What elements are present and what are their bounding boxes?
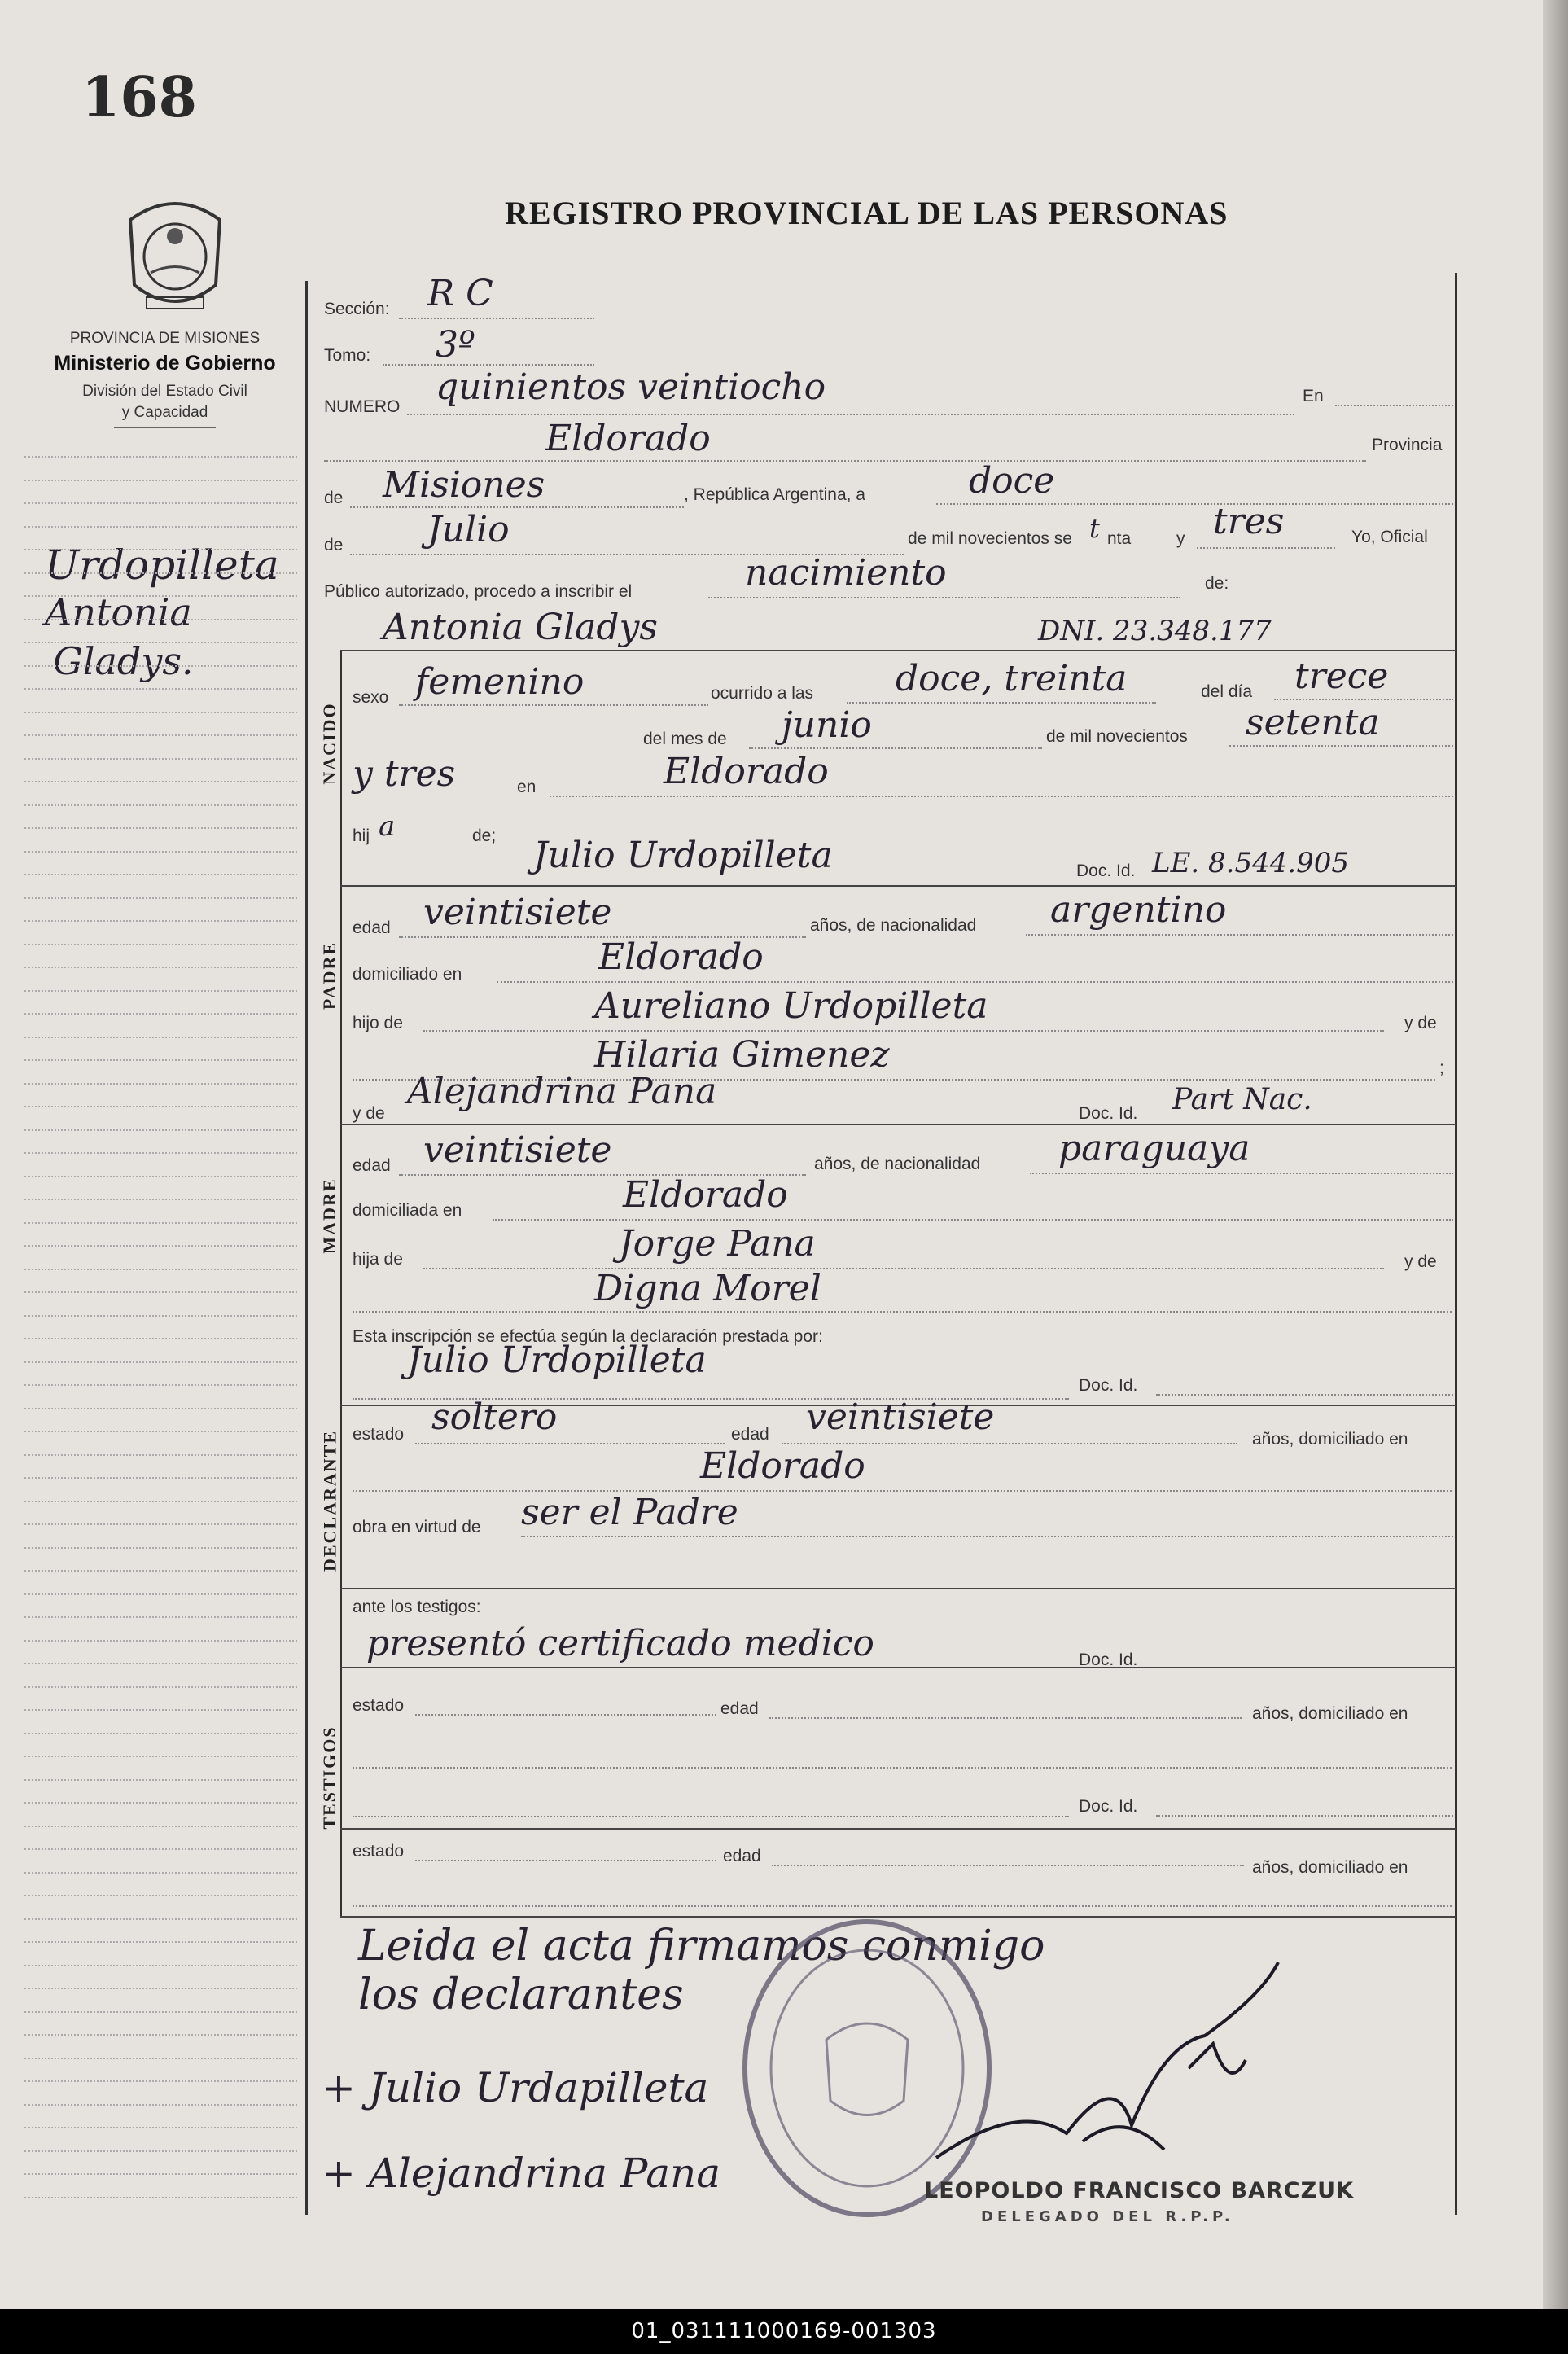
label-test1-doc: Doc. Id. <box>1079 1650 1138 1669</box>
label-semicolon: ; <box>1439 1059 1444 1077</box>
field-testigos-nota: presentó certificado medico <box>366 1623 874 1664</box>
side-label-declarante: DECLARANTE <box>319 1429 340 1572</box>
label-y: y <box>1176 529 1185 548</box>
label-de-mil: de mil novecientos se <box>908 529 1072 548</box>
label-padre-nac: años, de nacionalidad <box>810 916 977 935</box>
field-madre-doc: Part Nac. <box>1172 1083 1312 1116</box>
label-decl-doc: Doc. Id. <box>1079 1376 1138 1395</box>
margin-ruled-line <box>24 1779 297 1781</box>
line-decl-virtud <box>521 1536 1453 1537</box>
line-dia-nac <box>1274 699 1453 700</box>
margin-ruled-line <box>24 1269 297 1270</box>
margin-ruled-line <box>24 990 297 992</box>
field-decl-virtud: ser el Padre <box>521 1492 738 1533</box>
label-decl-obra: obra en virtud de <box>353 1518 481 1536</box>
field-madre-padre: Jorge Pana <box>619 1223 816 1265</box>
field-tomo: 3º <box>436 324 475 366</box>
line-acto <box>708 597 1180 598</box>
label-de-provincia: de <box>324 489 344 507</box>
margin-ruled-line <box>24 2173 297 2175</box>
margin-note-line-1: Urdopilleta <box>45 541 279 589</box>
margin-ruled-line <box>24 1733 297 1734</box>
official-signature-icon <box>920 1946 1286 2182</box>
coat-of-arms-icon <box>114 187 236 318</box>
field-padre-madre: Hilaria Gimenez <box>594 1034 890 1076</box>
field-madre-nombre: Alejandrina Pana <box>407 1071 717 1112</box>
field-padre-nombre: Julio Urdopilleta <box>533 835 833 876</box>
label-test1-anos: años, domiciliado en <box>1252 1704 1408 1723</box>
label-madre-doc: Doc. Id. <box>1079 1104 1138 1123</box>
line-localidad <box>324 460 1366 462</box>
margin-ruled-line <box>24 572 297 574</box>
margin-ruled-line <box>24 1640 297 1642</box>
field-seccion: R C <box>427 273 493 314</box>
label-de-colon: de: <box>1205 574 1229 593</box>
field-decl-dom: Eldorado <box>700 1445 865 1487</box>
margin-ruled-line <box>24 758 297 760</box>
line-lugar-nac <box>550 796 1453 797</box>
division-name: División del Estado Civil <box>82 383 247 400</box>
official-role: DELEGADO DEL R.P.P. <box>981 2208 1234 2225</box>
label-madre-dom: domiciliada en <box>353 1201 462 1220</box>
margin-ruled-line <box>24 920 297 922</box>
label-padre-y-de: y de <box>1404 1014 1437 1032</box>
field-padre-nac: argentino <box>1050 889 1227 931</box>
separator-testigo-2 <box>340 1828 1456 1830</box>
field-anio-nac-b: y tres <box>353 753 456 795</box>
margin-ruled-line <box>24 1988 297 1989</box>
separator-nacido <box>340 650 1456 651</box>
margin-ruled-line <box>24 1454 297 1456</box>
field-dia-nac: trece <box>1294 655 1389 697</box>
field-acto: nacimiento <box>745 552 947 594</box>
label-numero: NUMERO <box>324 397 401 416</box>
margin-ruled-line <box>24 2197 297 2198</box>
field-madre-edad: veintisiete <box>423 1129 612 1171</box>
margin-ruled-line <box>24 781 297 782</box>
label-ante-testigos: ante los testigos: <box>353 1598 481 1616</box>
line-padre-dom <box>497 981 1453 983</box>
margin-ruled-line <box>24 1315 297 1317</box>
line-decl-dom <box>353 1490 1452 1492</box>
field-localidad: Eldorado <box>545 418 711 459</box>
margin-ruled-line <box>24 1547 297 1549</box>
line-padre-padre <box>423 1030 1384 1032</box>
divider <box>114 427 216 428</box>
label-madre-edad: edad <box>353 1156 391 1175</box>
label-test1-estado: estado <box>353 1696 405 1715</box>
official-name: LEOPOLDO FRANCISCO BARCZUK <box>924 2178 1355 2203</box>
margin-ruled-line <box>24 1176 297 1177</box>
side-label-nacido: NACIDO <box>319 702 339 785</box>
margin-ruled-line <box>24 1152 297 1154</box>
province-name: PROVINCIA DE MISIONES <box>69 330 261 347</box>
label-del-dia: del día <box>1201 682 1253 701</box>
field-sexo: femenino <box>415 661 585 703</box>
closing-line-2: los declarantes <box>358 1970 684 2019</box>
page-title: REGISTRO PROVINCIAL DE LAS PERSONAS <box>505 195 1229 231</box>
margin-ruled-line <box>24 2080 297 2082</box>
form-right-border <box>1455 273 1457 2215</box>
field-decl-estado: soltero <box>431 1396 558 1438</box>
ministry-name: Ministerio de Gobierno <box>54 352 276 375</box>
field-padre-doc: LE. 8.544.905 <box>1152 847 1350 879</box>
line-test2-edad <box>772 1865 1244 1866</box>
line-decl-edad <box>782 1443 1237 1444</box>
margin-ruled-line <box>24 2104 297 2106</box>
line-padre-nac <box>1026 934 1453 936</box>
side-label-padre: PADRE <box>319 940 339 1010</box>
field-decl-edad: veintisiete <box>806 1396 995 1438</box>
scan-id-footer: 01_031111000169-001303 <box>0 2309 1568 2354</box>
margin-ruled-line <box>24 804 297 806</box>
line-test2-doc <box>1156 1815 1453 1817</box>
margin-ruled-line <box>24 2034 297 2036</box>
field-provincia: Misiones <box>383 464 545 506</box>
label-madre-y-de-2: y de <box>1404 1252 1437 1271</box>
section-column-border <box>340 650 342 1916</box>
margin-ruled-line <box>24 897 297 899</box>
label-test1-edad: edad <box>720 1699 759 1718</box>
field-setenta-mark: t <box>1089 513 1100 544</box>
label-publico: Público autorizado, procedo a inscribir el <box>324 582 633 601</box>
line-decl-doc <box>1156 1394 1453 1396</box>
margin-ruled-line <box>24 2011 297 2013</box>
division-name-2: y Capacidad <box>121 404 208 421</box>
margin-ruled-line <box>24 1848 297 1850</box>
margin-ruled-line <box>24 967 297 968</box>
line-test2-dom <box>353 1905 1452 1907</box>
margin-ruled-line <box>24 619 297 620</box>
side-label-madre: MADRE <box>319 1177 339 1254</box>
margin-ruled-line <box>24 1129 297 1131</box>
margin-ruled-line <box>24 1501 297 1502</box>
field-madre-nac: paraguaya <box>1058 1128 1250 1169</box>
label-nta: nta <box>1107 529 1132 548</box>
margin-ruled-line <box>24 1037 297 1038</box>
line-madre-nac <box>1030 1173 1453 1174</box>
margin-ruled-line <box>24 1222 297 1224</box>
margin-ruled-line <box>24 549 297 550</box>
field-padre-edad: veintisiete <box>423 892 612 933</box>
line-numero <box>407 414 1294 415</box>
field-anio-nac: setenta <box>1246 702 1380 743</box>
field-padre-padre: Aureliano Urdopilleta <box>594 985 988 1027</box>
margin-ruled-line <box>24 665 297 667</box>
margin-ruled-line <box>24 456 297 458</box>
label-padre-edad: edad <box>353 918 391 937</box>
separator-madre <box>340 1124 1456 1125</box>
margin-ruled-line <box>24 1199 297 1200</box>
line-anio-nac <box>1229 745 1453 747</box>
line-en <box>1335 405 1453 406</box>
line-madre-dom <box>493 1219 1453 1221</box>
line-dia <box>936 503 1453 505</box>
line-test1-estado <box>415 1714 716 1716</box>
field-nombre: Antonia Gladys <box>383 607 658 648</box>
separator-padre <box>340 885 1456 887</box>
margin-ruled-line <box>24 712 297 713</box>
margin-ruled-line <box>24 2058 297 2059</box>
margin-ruled-line <box>24 1918 297 1920</box>
field-decl-nombre: Julio Urdopilleta <box>407 1339 707 1381</box>
label-en-nac: en <box>517 778 537 796</box>
separator-testigos <box>340 1667 1456 1668</box>
line-mes-nac <box>749 747 1042 749</box>
field-mes: Julio <box>427 509 510 550</box>
label-decl-edad: edad <box>731 1425 769 1444</box>
label-madre-nac: años, de nacionalidad <box>814 1155 981 1173</box>
margin-ruled-line <box>24 595 297 597</box>
line-provincia <box>350 506 684 508</box>
label-provincia: Provincia <box>1372 436 1443 454</box>
margin-ruled-line <box>24 1941 297 1943</box>
label-padre-doc: Doc. Id. <box>1076 861 1136 880</box>
folio-number: 168 <box>81 65 197 130</box>
field-anio: tres <box>1213 501 1285 542</box>
label-madre-y-de: y de <box>353 1104 385 1123</box>
side-label-testigos: TESTIGOS <box>319 1725 339 1830</box>
label-sexo: sexo <box>353 688 389 707</box>
line-decl-estado <box>415 1443 725 1444</box>
margin-ruled-line <box>24 1686 297 1688</box>
label-decl-anos: años, domiciliado en <box>1252 1430 1408 1449</box>
label-test2-estado: estado <box>353 1842 405 1861</box>
line-tomo <box>383 364 594 366</box>
line-test1-nombre <box>353 1816 1069 1817</box>
page-edge <box>1543 0 1568 2309</box>
margin-ruled-line <box>24 1477 297 1479</box>
margin-ruled-line <box>24 1408 297 1409</box>
margin-ruled-line <box>24 1756 297 1757</box>
label-ocurrido: ocurrido a las <box>711 684 814 703</box>
label-republica: , República Argentina, a <box>684 485 865 504</box>
margin-ruled-line <box>24 1245 297 1247</box>
label-tomo: Tomo: <box>324 346 371 365</box>
margin-ruled-line <box>24 1431 297 1432</box>
margin-ruled-line <box>24 1083 297 1085</box>
field-madre-madre: Digna Morel <box>594 1268 821 1309</box>
margin-ruled-line <box>24 2150 297 2152</box>
label-de-mes: de <box>324 536 344 555</box>
margin-ruled-line <box>24 1361 297 1363</box>
field-lugar-nac: Eldorado <box>664 751 829 792</box>
margin-ruled-line <box>24 526 297 528</box>
form-left-border <box>305 281 308 2215</box>
line-sexo <box>399 704 708 706</box>
line-test1-dom <box>353 1767 1452 1769</box>
label-esta-inscripcion: Esta inscripción se efectúa según la declaración prestada por: <box>353 1327 823 1346</box>
margin-ruled-line <box>24 642 297 643</box>
margin-ruled-line <box>24 874 297 875</box>
label-decl-estado: estado <box>353 1425 405 1444</box>
label-test2-anos: años, domiciliado en <box>1252 1858 1408 1877</box>
field-hora: doce, treinta <box>896 658 1128 699</box>
margin-ruled-line <box>24 851 297 853</box>
line-test1-edad <box>769 1717 1242 1719</box>
label-padre-hijo: hijo de <box>353 1014 403 1032</box>
margin-ruled-line <box>24 2127 297 2128</box>
closing-line-1: Leida el acta firmamos conmigo <box>358 1922 1045 1970</box>
line-anio <box>1197 547 1335 549</box>
margin-ruled-line <box>24 1593 297 1595</box>
label-seccion: Sección: <box>324 300 390 318</box>
margin-note-line-3: Gladys. <box>53 639 194 683</box>
label-en: En <box>1303 387 1324 405</box>
field-padre-dom: Eldorado <box>598 936 764 978</box>
margin-ruled-line <box>24 502 297 504</box>
margin-ruled-line <box>24 1709 297 1711</box>
label-test2-edad: edad <box>723 1847 761 1865</box>
line-seccion <box>399 318 594 319</box>
label-de-semi: de; <box>472 826 497 845</box>
separator-ante <box>340 1588 1456 1589</box>
margin-ruled-line <box>24 1965 297 1966</box>
label-del-mes: del mes de <box>643 730 727 748</box>
field-numero: quinientos veintiocho <box>436 366 826 408</box>
label-yo-oficial: Yo, Oficial <box>1351 528 1428 546</box>
margin-ruled-line <box>24 1338 297 1339</box>
field-dni: DNI. 23.348.177 <box>1038 615 1272 647</box>
line-madre-padre <box>423 1268 1384 1269</box>
signature-father: + Julio Urdapilleta <box>322 2064 709 2111</box>
margin-ruled-line <box>24 827 297 829</box>
margin-ruled-line <box>24 1106 297 1107</box>
field-mes-nac: junio <box>782 704 872 746</box>
margin-ruled-line <box>24 1872 297 1874</box>
line-test2-estado <box>415 1860 716 1861</box>
margin-ruled-line <box>24 1384 297 1386</box>
line-madre-madre <box>353 1311 1452 1313</box>
margin-ruled-line <box>24 1663 297 1664</box>
margin-ruled-line <box>24 944 297 945</box>
margin-ruled-line <box>24 1059 297 1061</box>
margin-ruled-line <box>24 1616 297 1618</box>
label-de-mil-nov: de mil novecientos <box>1046 727 1188 746</box>
signature-mother: + Alejandrina Pana <box>322 2150 721 2197</box>
field-hij-suffix: a <box>379 810 396 843</box>
label-test2-doc: Doc. Id. <box>1079 1797 1138 1816</box>
line-hora <box>847 702 1156 704</box>
margin-ruled-line <box>24 1826 297 1827</box>
margin-ruled-line <box>24 1570 297 1572</box>
margin-ruled-line <box>24 480 297 481</box>
margin-ruled-line <box>24 734 297 736</box>
margin-ruled-line <box>24 1523 297 1525</box>
field-madre-dom: Eldorado <box>623 1174 788 1216</box>
margin-ruled-line <box>24 1013 297 1015</box>
margin-ruled-line <box>24 688 297 690</box>
margin-note-line-2: Antonia <box>45 590 192 634</box>
margin-ruled-line <box>24 1291 297 1293</box>
field-dia: doce <box>969 460 1055 502</box>
label-madre-hija: hija de <box>353 1250 403 1269</box>
margin-ruled-line <box>24 1802 297 1804</box>
label-padre-dom: domiciliado en <box>353 965 462 984</box>
label-hij: hij <box>353 826 370 845</box>
margin-ruled-line <box>24 1895 297 1896</box>
